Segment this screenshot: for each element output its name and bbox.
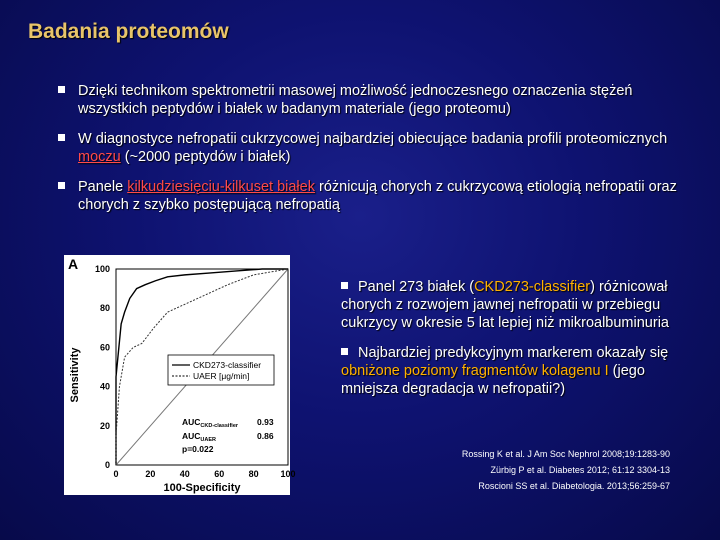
bullet-highlight: moczu [78, 149, 121, 165]
x-tick-label: 80 [248, 469, 259, 479]
y-tick-label: 100 [94, 264, 110, 274]
x-tick-label: 100 [280, 469, 296, 479]
bullet-text: (~2000 peptydów i białek) [120, 149, 291, 165]
x-tick-label: 20 [145, 469, 156, 479]
right-bullet-item [341, 278, 681, 332]
square-bullet-icon [341, 282, 348, 289]
reference-item: Rossing K et al. J Am Soc Nephrol 2008;19:1283-90 [461, 449, 670, 459]
right-bullet-list [341, 278, 681, 410]
y-tick-label: 40 [99, 381, 110, 392]
bullet-text: Najbardziej predykcyjnym markerem okazały się [358, 345, 669, 361]
y-tick-label: 80 [99, 303, 110, 314]
square-bullet-icon [341, 348, 348, 355]
bullet-highlight: CKD273-classifier [474, 279, 591, 295]
reference-item: Roscioni SS et al. Diabetologia. 2013;56:259-67 [478, 481, 670, 491]
bullet-item [58, 178, 698, 214]
bullet-text: ) różnicował chorych z rozwojem jawnej nefropatii w przebiegu cukrzycy w okresie 5 lat lepiej niż mikroalbuminuria [341, 279, 669, 331]
auc-label: $AUC_{UAER}$ [182, 431, 217, 443]
x-tick-label: 0 [113, 469, 119, 479]
y-tick-label: 60 [99, 342, 110, 353]
references [462, 446, 670, 494]
x-tick-label: 60 [214, 469, 225, 479]
panel-label: A [68, 256, 79, 272]
bullet-text: W diagnostyce nefropatii cukrzycowej najbardziej obiecujące badania profili proteomicznych [78, 131, 668, 147]
slide-title: Badania proteomów [28, 20, 229, 43]
square-bullet-icon [58, 182, 65, 189]
square-bullet-icon [58, 86, 65, 93]
p-value: p=0.022 [182, 444, 214, 454]
bullet-text: (jego mniejsza degradacja w nefropatii?) [341, 363, 645, 397]
reference-item: Zürbig P et al. Diabetes 2012; 61:12 3304-13 [490, 465, 670, 475]
bullet-highlight: obniżone poziomy fragmentów kolagenu I [341, 363, 609, 379]
bullet-item [58, 82, 698, 118]
auc-value: 0.86 [257, 431, 274, 441]
y-tick-label: 0 [104, 460, 110, 470]
square-bullet-icon [58, 134, 65, 141]
auc-label: $AUC_{CKD-classifier}$ [182, 417, 239, 429]
x-tick-label: 40 [179, 469, 190, 479]
auc-value: 0.93 [257, 417, 274, 427]
bullet-highlight: kilkudziesięciu-kilkuset białek [127, 179, 315, 195]
bullet-text: Panele [78, 179, 128, 195]
main-bullet-list [58, 82, 698, 226]
bullet-text: Dzięki technikom spektrometrii masowej możliwość jednoczesnego oznaczenia stężeń wszystkich peptydów i białek w badanym materiale (jego proteomu) [78, 83, 633, 117]
y-tick-label: 20 [99, 420, 110, 431]
y-axis-label: Sensitivity [69, 347, 81, 403]
x-axis-label: 100-Specificity [163, 482, 241, 494]
bullet-text: różnicują chorych z cukrzycową etiologią nefropatii oraz chorych z szybko postępującą nefropatią [78, 179, 677, 213]
roc-figure [64, 255, 296, 495]
right-bullet-item [341, 344, 681, 398]
legend-entry: UAER [μg/min] [193, 371, 250, 381]
bullet-text: Panel 273 białek ( [358, 279, 475, 295]
roc-chart [64, 255, 296, 495]
legend-entry: CKD273-classifier [193, 360, 262, 370]
bullet-item [58, 130, 698, 166]
